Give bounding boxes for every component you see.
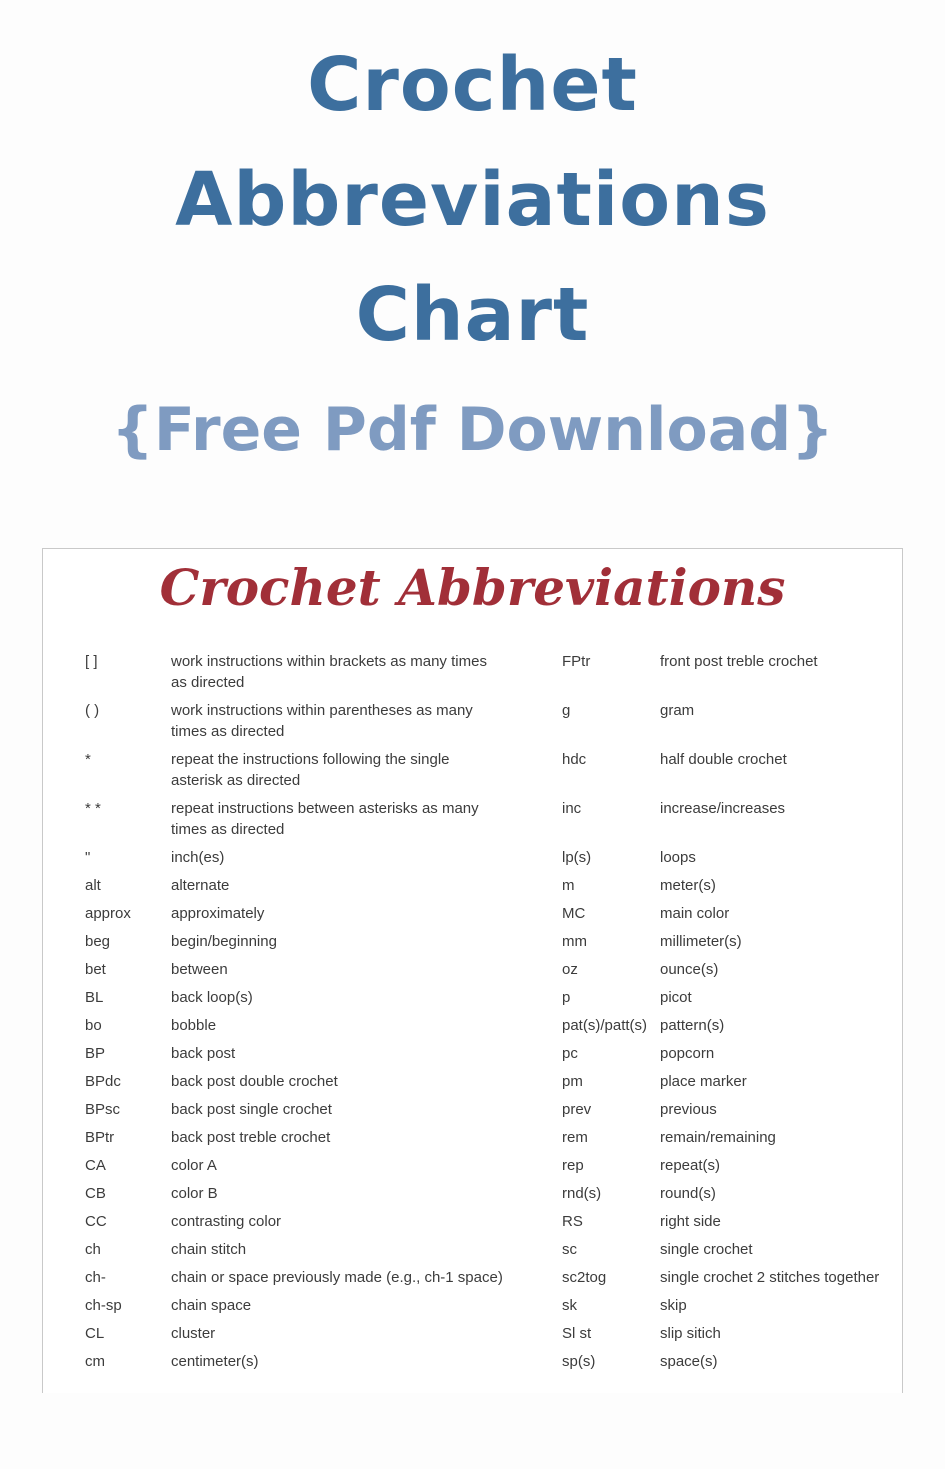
definition-cell-right: previous — [660, 1101, 717, 1118]
table-row-right-pair — [562, 987, 882, 1008]
table-row — [85, 1239, 882, 1260]
abbreviation-cell-right: oz — [562, 961, 578, 978]
abbreviation-cell: ch-sp — [85, 1297, 122, 1314]
abbreviation-cell-right: FPtr — [562, 653, 591, 670]
table-row — [85, 1099, 882, 1120]
abbreviation-cell: [ ] — [85, 653, 98, 670]
definition-cell-right: millimeter(s) — [660, 933, 742, 950]
table-row — [85, 903, 882, 924]
abbreviations-table — [43, 651, 902, 1372]
abbreviation-cell-right: RS — [562, 1213, 583, 1230]
table-row-right-pair — [562, 1099, 882, 1120]
table-row-right-pair — [562, 1211, 882, 1232]
definition-cell-right: right side — [660, 1213, 721, 1230]
abbreviation-cell: " — [85, 849, 91, 866]
abbreviation-cell-right: g — [562, 702, 571, 719]
table-row-right-pair — [562, 1183, 882, 1204]
definition-cell: back loop(s) — [171, 989, 253, 1006]
hero-title-block — [0, 0, 945, 488]
definition-cell: cluster — [171, 1325, 216, 1342]
abbreviation-cell: CL — [85, 1325, 105, 1342]
table-row — [85, 1351, 882, 1372]
definition-cell-right: half double crochet — [660, 751, 787, 768]
hero-title-line-2: Abbreviations — [175, 157, 770, 243]
table-row-right-pair — [562, 959, 882, 980]
abbreviation-cell-right: pm — [562, 1073, 583, 1090]
abbreviation-cell-right: sc — [562, 1241, 577, 1258]
table-row — [85, 959, 882, 980]
definition-cell: centimeter(s) — [171, 1353, 259, 1370]
table-row-right-pair — [562, 1071, 882, 1092]
abbreviation-cell: beg — [85, 933, 111, 950]
table-row — [85, 1267, 882, 1288]
abbreviation-cell: CB — [85, 1185, 106, 1202]
table-row — [85, 1323, 882, 1344]
definition-cell: back post — [171, 1045, 236, 1062]
abbreviation-cell: ( ) — [85, 702, 100, 719]
table-row — [85, 1211, 882, 1232]
table-row — [85, 798, 882, 840]
definition-cell: color A — [171, 1157, 217, 1174]
abbreviation-cell: BP — [85, 1045, 106, 1062]
definition-cell: approximately — [171, 905, 265, 922]
definition-cell-right: front post treble crochet — [660, 653, 818, 670]
table-row-right-pair — [562, 1323, 882, 1344]
abbreviation-cell: approx — [85, 905, 131, 922]
definition-cell-right: repeat(s) — [660, 1157, 721, 1174]
table-row-right-pair — [562, 1351, 882, 1372]
table-row — [85, 651, 882, 693]
abbreviation-cell: bo — [85, 1017, 102, 1034]
table-row-right-pair — [562, 1155, 882, 1176]
table-row-right-pair — [562, 651, 882, 672]
hero-title — [0, 28, 945, 373]
definition-cell-right: ounce(s) — [660, 961, 719, 978]
hero-title-line-3: Chart — [355, 272, 590, 358]
abbreviation-cell: * * — [85, 800, 101, 817]
table-row — [85, 1155, 882, 1176]
definition-cell-right: slip sitich — [660, 1325, 721, 1342]
definition-cell-right: gram — [660, 702, 695, 719]
table-row-right-pair — [562, 1239, 882, 1260]
abbreviation-cell-right: prev — [562, 1101, 592, 1118]
abbreviation-cell: BL — [85, 989, 104, 1006]
table-row-right-pair — [562, 1127, 882, 1148]
abbreviation-cell-right: hdc — [562, 751, 587, 768]
abbreviation-cell-right: rep — [562, 1157, 584, 1174]
abbreviation-cell-right: pc — [562, 1045, 578, 1062]
abbreviation-cell: CA — [85, 1157, 106, 1174]
table-row-right-pair — [562, 1043, 882, 1064]
abbreviations-document — [42, 548, 903, 1393]
abbreviation-cell-right: MC — [562, 905, 586, 922]
definition-cell: chain stitch — [171, 1241, 247, 1258]
abbreviation-cell-right: rem — [562, 1129, 588, 1146]
abbreviation-cell: BPdc — [85, 1073, 121, 1090]
abbreviation-cell: bet — [85, 961, 106, 978]
definition-cell: work instructions within parentheses as many times as directed — [171, 702, 473, 740]
definition-cell-right: increase/increases — [660, 800, 786, 817]
table-row — [85, 1043, 882, 1064]
document-heading: Crochet Abbreviations — [159, 558, 786, 617]
table-row-right-pair — [562, 749, 882, 770]
table-row — [85, 875, 882, 896]
definition-cell-right: popcorn — [660, 1045, 715, 1062]
hero-title-line-1: Crochet — [307, 42, 638, 128]
abbreviation-cell-right: sc2tog — [562, 1269, 607, 1286]
abbreviation-cell: ch — [85, 1241, 101, 1258]
definition-cell: back post double crochet — [171, 1073, 338, 1090]
abbreviation-cell: cm — [85, 1353, 105, 1370]
table-row-right-pair — [562, 847, 882, 868]
table-row — [85, 1015, 882, 1036]
definition-cell-right: space(s) — [660, 1353, 718, 1370]
hero-subtitle: {Free Pdf Download} — [111, 395, 834, 465]
table-row-right-pair — [562, 931, 882, 952]
abbreviation-cell-right: p — [562, 989, 571, 1006]
abbreviation-cell: * — [85, 751, 91, 768]
definition-cell: back post treble crochet — [171, 1129, 331, 1146]
definition-cell: begin/beginning — [171, 933, 277, 950]
table-row-right-pair — [562, 1295, 882, 1316]
abbreviation-cell-right: Sl st — [562, 1325, 592, 1342]
definition-cell-right: round(s) — [660, 1185, 716, 1202]
table-row-right-pair — [562, 903, 882, 924]
table-row — [85, 749, 882, 791]
abbreviation-cell: CC — [85, 1213, 107, 1230]
definition-cell: chain space — [171, 1297, 252, 1314]
abbreviation-cell-right: inc — [562, 800, 582, 817]
definition-cell: chain or space previously made (e.g., ch-1 space) — [171, 1269, 503, 1286]
definition-cell-right: single crochet — [660, 1241, 753, 1258]
table-row-right-pair — [562, 875, 882, 896]
definition-cell: work instructions within brackets as many times as directed — [171, 653, 487, 691]
table-row — [85, 1295, 882, 1316]
table-row — [85, 1127, 882, 1148]
table-row-right-pair — [562, 1015, 882, 1036]
abbreviation-cell-right: m — [562, 877, 575, 894]
definition-cell-right: skip — [660, 1297, 687, 1314]
definition-cell: bobble — [171, 1017, 217, 1034]
definition-cell: repeat the instructions following the single asterisk as directed — [171, 751, 450, 789]
definition-cell-right: single crochet 2 stitches together — [660, 1269, 880, 1286]
definition-cell: back post single crochet — [171, 1101, 332, 1118]
table-row — [85, 931, 882, 952]
table-row-right-pair — [562, 1267, 882, 1288]
abbreviation-cell-right: rnd(s) — [562, 1185, 602, 1202]
table-row — [85, 1183, 882, 1204]
definition-cell: alternate — [171, 877, 230, 894]
abbreviation-cell-right: sp(s) — [562, 1353, 596, 1370]
abbreviation-cell: BPtr — [85, 1129, 115, 1146]
table-row — [85, 700, 882, 742]
table-row — [85, 1071, 882, 1092]
abbreviation-cell: alt — [85, 877, 101, 894]
definition-cell-right: picot — [660, 989, 692, 1006]
table-row-right-pair — [562, 700, 882, 721]
definition-cell-right: meter(s) — [660, 877, 716, 894]
definition-cell-right: main color — [660, 905, 730, 922]
abbreviation-cell-right: pat(s)/patt(s) — [562, 1017, 648, 1034]
definition-cell: between — [171, 961, 228, 978]
definition-cell-right: place marker — [660, 1073, 747, 1090]
abbreviation-cell: ch- — [85, 1269, 106, 1286]
definition-cell: contrasting color — [171, 1213, 282, 1230]
definition-cell: inch(es) — [171, 849, 225, 866]
definition-cell: color B — [171, 1185, 218, 1202]
definition-cell-right: loops — [660, 849, 696, 866]
abbreviation-cell: BPsc — [85, 1101, 121, 1118]
definition-cell: repeat instructions between asterisks as many times as directed — [171, 800, 479, 838]
table-row-right-pair — [562, 798, 882, 819]
table-row — [85, 847, 882, 868]
definition-cell-right: remain/remaining — [660, 1129, 776, 1146]
abbreviation-cell-right: lp(s) — [562, 849, 592, 866]
abbreviation-cell-right: sk — [562, 1297, 577, 1314]
table-row — [85, 987, 882, 1008]
abbreviation-cell-right: mm — [562, 933, 587, 950]
definition-cell-right: pattern(s) — [660, 1017, 725, 1034]
